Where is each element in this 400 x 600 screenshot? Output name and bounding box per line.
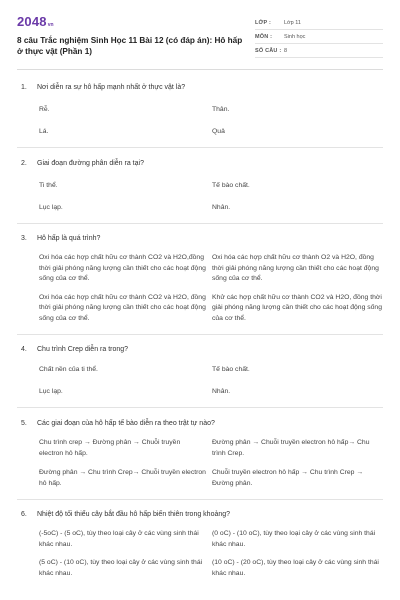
- answer-grid: [17, 105, 383, 137]
- meta-label: SỐ CÂU :: [255, 47, 282, 54]
- answer-option-c[interactable]: Oxi hóa các hợp chất hữu cơ thành CO2 và H2O, đồng thời giải phóng năng lượng cần thiết cho các hoạt động sống của cơ thể.: [39, 293, 206, 322]
- question-separator: [17, 407, 383, 408]
- answer-option-b[interactable]: Oxi hóa các hợp chất hữu cơ thành O2 và H2O, đồng thời giải phóng năng lượng cần thiết cho các hoạt động sống của cơ thể.: [212, 254, 379, 282]
- header-left: [17, 14, 249, 58]
- answer-option-c[interactable]: (5 oC) - (10 oC), tùy theo loại cây ở các vùng sinh thái khác nhau.: [39, 559, 203, 577]
- question-2: [17, 159, 383, 213]
- worksheet-header: [17, 14, 383, 58]
- answer-grid: [17, 181, 383, 213]
- question-separator: [17, 499, 383, 500]
- answer-option-b[interactable]: Thân.: [212, 106, 230, 113]
- answer-option-c[interactable]: Lục lạp.: [39, 203, 63, 211]
- meta-panel: [255, 16, 383, 58]
- meta-value: Lớp 11: [284, 19, 301, 26]
- answer-option-a[interactable]: Chu trình crep → Đường phân → Chuỗi truyền electron hô hấp.: [39, 439, 181, 457]
- answer-option-d[interactable]: Khử các hợp chất hữu cơ thành CO2 và H2O, đồng thời giải phóng năng lượng cần thiết cho các hoạt động sống của cơ thể.: [212, 293, 382, 322]
- question-1: [17, 83, 383, 137]
- answer-grid: [17, 253, 383, 324]
- answer-option-b[interactable]: Đường phân → Chuỗi truyền electron hô hấp→ Chu trình Crep.: [212, 439, 370, 457]
- logo-suffix: vn: [47, 22, 54, 28]
- meta-value: 8: [284, 47, 288, 54]
- answer-option-c[interactable]: Lục lạp.: [39, 387, 63, 395]
- question-number: 1.: [21, 84, 27, 91]
- question-number: 2.: [21, 160, 27, 167]
- question-separator: [17, 223, 383, 224]
- meta-label: LỚP :: [255, 19, 271, 26]
- question-separator: [17, 334, 383, 335]
- question-separator: [17, 147, 383, 148]
- site-logo[interactable]: [17, 14, 249, 29]
- answer-option-b[interactable]: Tế bào chất.: [212, 366, 250, 373]
- answer-grid: [17, 365, 383, 397]
- question-header: [17, 345, 383, 355]
- question-4: [17, 345, 383, 397]
- answer-option-a[interactable]: Oxi hóa các hợp chất hữu cơ thành CO2 và H2O,đồng thời giải phóng năng lượng cần thiết cho các hoạt động sống của cơ thể.: [39, 254, 206, 282]
- answer-option-a[interactable]: Chất nền của ti thể.: [39, 366, 98, 373]
- question-header: [17, 159, 383, 169]
- answer-option-b[interactable]: Tế bào chất.: [212, 182, 250, 189]
- meta-row-count: [255, 44, 383, 58]
- answer-option-a[interactable]: Ti thể.: [39, 182, 58, 189]
- meta-row-subject: [255, 30, 383, 44]
- question-header: [17, 510, 383, 520]
- meta-row-class: [255, 16, 383, 30]
- question-text: Chu trình Crep diễn ra trong?: [37, 346, 129, 353]
- question-text: Nhiệt độ tối thiểu cây bắt đầu hô hấp biến thiên trong khoảng?: [37, 511, 231, 518]
- answer-option-d[interactable]: Nhân.: [212, 387, 231, 395]
- answer-option-a[interactable]: (-5oC) - (5 oC), tùy theo loại cây ở các vùng sinh thái khác nhau.: [39, 530, 199, 548]
- question-header: [17, 419, 383, 429]
- answer-option-b[interactable]: (0 oC) - (10 oC), tùy theo loại cây ở các vùng sinh thái khác nhau.: [212, 530, 376, 548]
- logo-text: 2048: [17, 14, 47, 29]
- answer-option-d[interactable]: Nhân.: [212, 203, 231, 211]
- answer-option-c[interactable]: Đường phân → Chu trình Crep→ Chuỗi truyền electron hô hấp.: [39, 469, 206, 487]
- answer-grid: [17, 529, 383, 579]
- question-header: [17, 83, 383, 93]
- header-divider: [17, 69, 383, 70]
- question-text: Các giai đoạn của hô hấp tế bào diễn ra theo trật tự nào?: [37, 420, 215, 427]
- question-number: 5.: [21, 420, 27, 427]
- answer-option-d[interactable]: Quả: [212, 127, 225, 135]
- answer-option-d[interactable]: Chuỗi truyền electron hô hấp → Chu trình Crep → Đường phân.: [212, 469, 364, 487]
- answer-option-c[interactable]: Lá.: [39, 127, 49, 135]
- question-number: 3.: [21, 235, 27, 242]
- document-title: 8 câu Trắc nghiệm Sinh Học 11 Bài 12 (có đáp án): Hô hấp ở thực vật (Phần 1): [17, 36, 243, 56]
- question-number: 6.: [21, 511, 27, 518]
- question-number: 4.: [21, 346, 27, 353]
- question-text: Hô hấp là quá trình?: [37, 235, 101, 242]
- question-5: [17, 419, 383, 489]
- meta-label: MÔN :: [255, 33, 273, 40]
- question-text: Nơi diễn ra sự hô hấp mạnh nhất ở thực vật là?: [37, 84, 186, 91]
- question-6: [17, 510, 383, 579]
- answer-option-a[interactable]: Rễ.: [39, 106, 50, 113]
- question-3: [17, 234, 383, 324]
- answer-option-d[interactable]: (10 oC) - (20 oC), tùy theo loại cây ở các vùng sinh thái khác nhau.: [212, 559, 379, 577]
- question-text: Giai đoạn đường phân diễn ra tại?: [37, 160, 144, 167]
- question-header: [17, 234, 383, 244]
- answer-grid: [17, 438, 383, 489]
- meta-value: Sinh học: [284, 33, 306, 40]
